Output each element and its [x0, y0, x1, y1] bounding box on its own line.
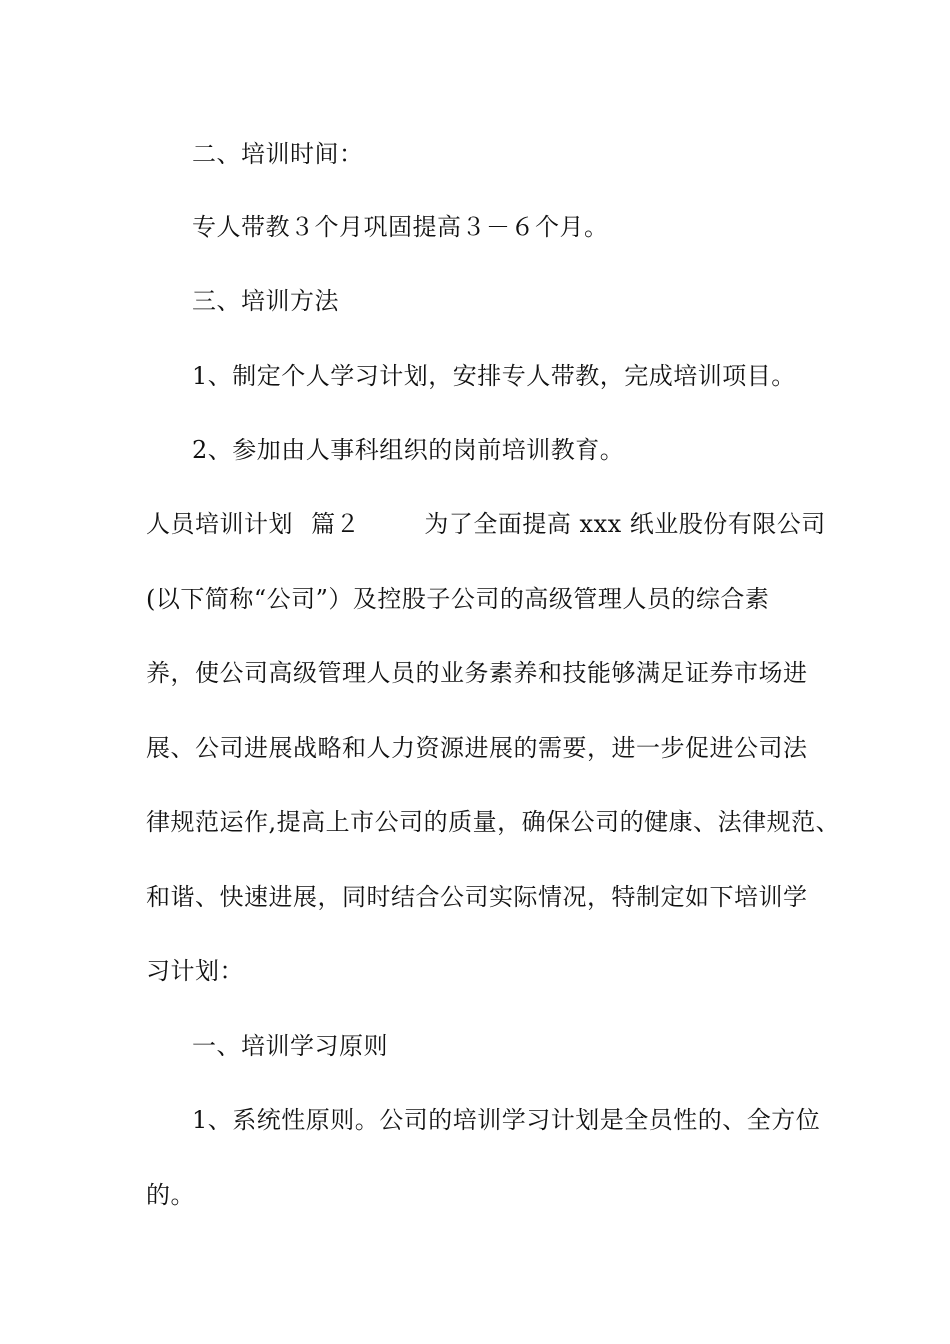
paragraph: 1、制定个人学习计划，安排专人带教，完成培训项目。	[192, 362, 796, 390]
plan-part: 篇２	[311, 510, 361, 538]
plan-intro-text: 为了全面提高 xxx 纸业股份有限公司	[424, 510, 826, 538]
paragraph-line: 习计划：	[146, 957, 244, 985]
paragraph-line: 和谐、快速进展，同时结合公司实际情况，特制定如下培训学	[146, 883, 808, 911]
paragraph: 2、参加由人事科组织的岗前培训教育。	[192, 436, 625, 464]
paragraph-line: 律规范运作,提高上市公司的质量，确保公司的健康、法律规范、	[146, 808, 841, 836]
paragraph-line: (以下简称“公司”）及控股子公司的高级管理人员的综合素	[146, 585, 770, 613]
paragraph-line: 养，使公司高级管理人员的业务素养和技能够满足证券市场进	[146, 659, 808, 687]
paragraph: 专人带教３个月巩固提高３－６个月。	[192, 213, 609, 241]
paragraph-line: 的。	[146, 1181, 195, 1209]
paragraph-line: 展、公司进展战略和人力资源进展的需要，进一步促进公司法	[146, 734, 808, 762]
section-heading-training-time: 二、培训时间：	[192, 140, 364, 168]
plan-heading-line	[146, 509, 826, 539]
section-heading-training-method: 三、培训方法	[192, 287, 339, 315]
paragraph: 1、系统性原则。公司的培训学习计划是全员性的、全方位	[192, 1106, 821, 1134]
plan-title: 人员培训计划	[146, 510, 293, 538]
section-heading-principles: 一、培训学习原则	[192, 1032, 388, 1060]
